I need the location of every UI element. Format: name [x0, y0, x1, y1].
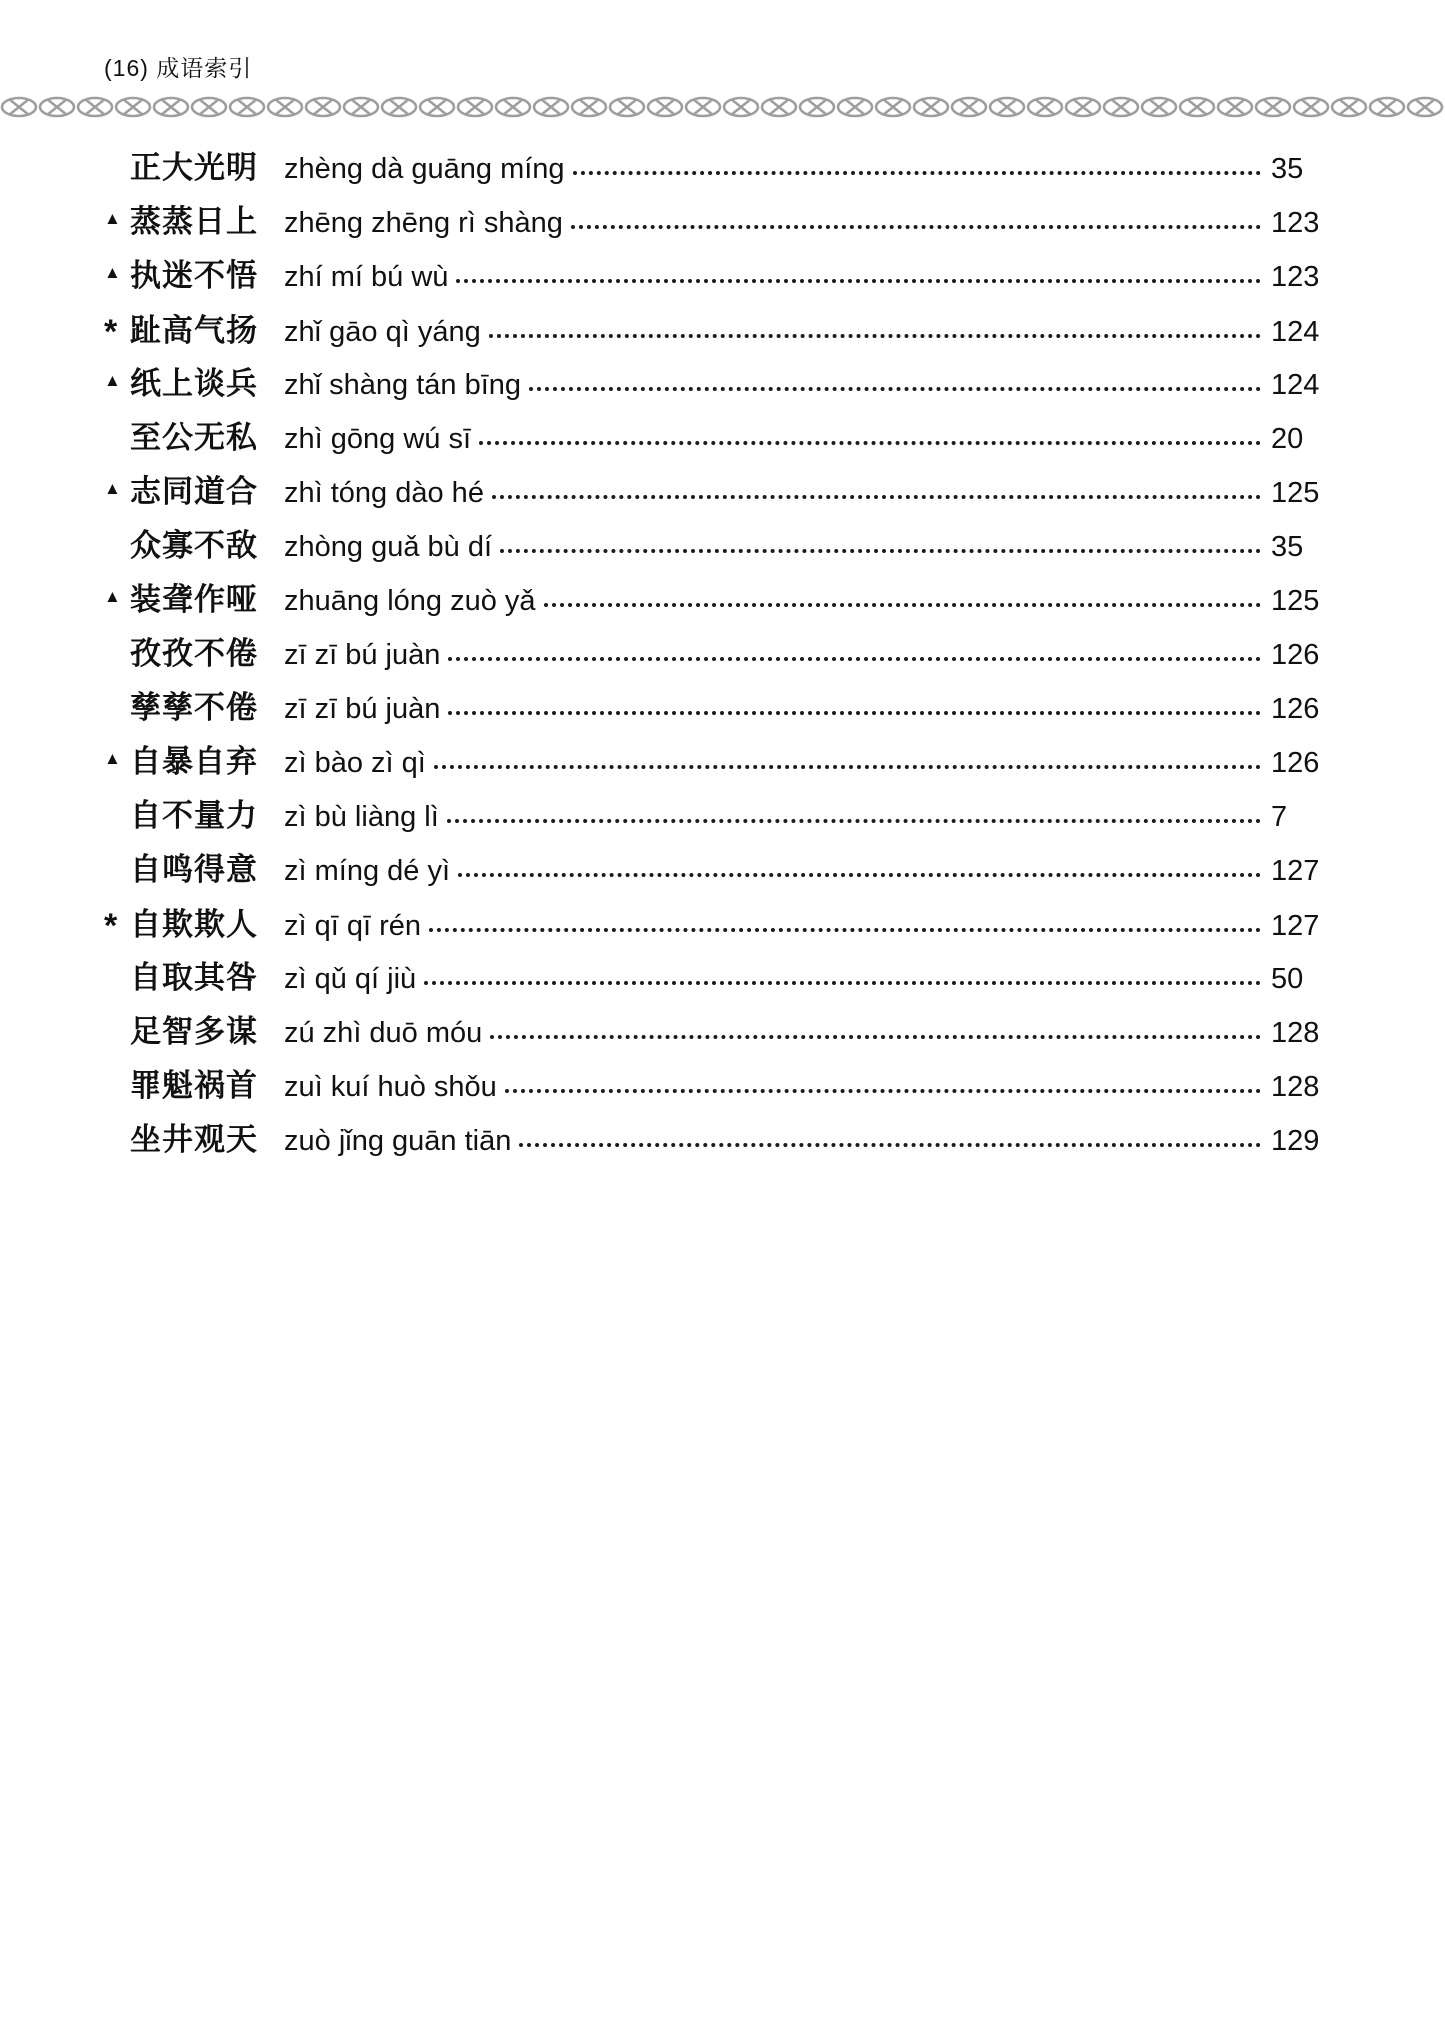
entry-pinyin: zhòng guǎ bù dí: [284, 531, 493, 563]
dot-leader: [434, 765, 1261, 769]
index-entry-row: [104, 411, 1341, 465]
dot-leader: [529, 387, 1261, 391]
entry-hanzi: 趾高气扬: [130, 313, 258, 349]
entry-hanzi: 执迷不悟: [130, 258, 258, 294]
entry-pinyin: zì bù liàng lì: [284, 801, 439, 833]
entry-page-number: 126: [1271, 693, 1320, 725]
entry-hanzi: 孳孳不倦: [130, 690, 258, 726]
dot-leader: [447, 819, 1261, 823]
entry-hanzi: 罪魁祸首: [130, 1068, 258, 1104]
entry-marker: ▲: [104, 371, 121, 390]
entry-page-number: 50: [1271, 963, 1304, 995]
dot-leader: [519, 1143, 1261, 1147]
entry-marker: *: [104, 313, 118, 351]
entry-pinyin: zhì gōng wú sī: [284, 423, 471, 455]
entry-page-number: 125: [1271, 585, 1320, 617]
entry-page-number: 128: [1271, 1017, 1320, 1049]
idiom-index-list: [104, 141, 1341, 1167]
entry-pinyin: zhí mí bú wù: [284, 261, 449, 293]
entry-page-number: 128: [1271, 1071, 1320, 1103]
entry-hanzi: 自不量力: [130, 798, 258, 834]
entry-pinyin: zī zī bú juàn: [284, 639, 441, 671]
dot-leader: [571, 225, 1261, 229]
entry-page-number: 20: [1271, 423, 1304, 455]
dot-leader: [544, 603, 1261, 607]
entry-hanzi: 自暴自弃: [130, 744, 258, 780]
entry-hanzi: 志同道合: [130, 474, 258, 510]
dot-leader: [573, 171, 1261, 175]
dot-leader: [500, 549, 1261, 553]
entry-page-number: 7: [1271, 801, 1288, 833]
index-entry-row: [104, 951, 1341, 1005]
dot-leader: [479, 441, 1261, 445]
entry-hanzi: 孜孜不倦: [130, 636, 258, 672]
entry-page-number: 35: [1271, 153, 1304, 185]
index-entry-row: [104, 681, 1341, 735]
index-entry-row: [104, 465, 1341, 519]
entry-marker: ▲: [104, 209, 121, 228]
index-entry-row: [104, 195, 1341, 249]
entry-hanzi: 装聋作哑: [130, 582, 258, 618]
entry-page-number: 123: [1271, 207, 1320, 239]
index-entry-row: [104, 141, 1341, 195]
dot-leader: [505, 1089, 1261, 1093]
entry-pinyin: zhuāng lóng zuò yǎ: [284, 585, 536, 617]
entry-hanzi: 纸上谈兵: [130, 366, 258, 402]
dot-leader: [458, 873, 1261, 877]
entry-hanzi: 众寡不敌: [130, 528, 258, 564]
entry-pinyin: zhèng dà guāng míng: [284, 153, 565, 185]
entry-pinyin: zú zhì duō móu: [284, 1017, 483, 1049]
index-entry-row: [104, 303, 1341, 357]
entry-page-number: 129: [1271, 1125, 1320, 1157]
entry-hanzi: 足智多谋: [130, 1014, 258, 1050]
entry-hanzi: 正大光明: [130, 150, 258, 186]
index-entry-row: [104, 1005, 1341, 1059]
index-entry-row: [104, 1059, 1341, 1113]
entry-hanzi: 蒸蒸日上: [130, 204, 258, 240]
entry-page-number: 125: [1271, 477, 1320, 509]
entry-marker: *: [104, 907, 118, 945]
entry-marker: ▲: [104, 749, 121, 768]
entry-hanzi: 自鸣得意: [130, 852, 258, 888]
dot-leader: [489, 334, 1261, 338]
entry-page-number: 124: [1271, 369, 1320, 401]
index-entry-row: [104, 897, 1341, 951]
entry-page-number: 127: [1271, 855, 1320, 887]
entry-marker: ▲: [104, 587, 121, 606]
entry-pinyin: zì míng dé yì: [284, 855, 451, 887]
entry-marker: ▲: [104, 479, 121, 498]
dot-leader: [448, 711, 1261, 715]
entry-pinyin: zuì kuí huò shǒu: [284, 1071, 497, 1103]
entry-hanzi: 自欺欺人: [130, 907, 258, 943]
entry-pinyin: zì qǔ qí jiù: [284, 963, 417, 995]
dot-leader: [424, 981, 1261, 985]
entry-page-number: 123: [1271, 261, 1320, 293]
entry-page-number: 35: [1271, 531, 1304, 563]
entry-page-number: 127: [1271, 910, 1320, 942]
index-entry-row: [104, 1113, 1341, 1167]
entry-hanzi: 至公无私: [130, 420, 258, 456]
index-entry-row: [104, 357, 1341, 411]
entry-pinyin: zī zī bú juàn: [284, 693, 441, 725]
entry-page-number: 126: [1271, 639, 1320, 671]
entry-marker: ▲: [104, 263, 121, 282]
dot-leader: [456, 279, 1261, 283]
entry-pinyin: zì bào zì qì: [284, 747, 426, 779]
header-label: (16) 成语索引: [104, 55, 253, 81]
entry-hanzi: 坐井观天: [130, 1122, 258, 1158]
dot-leader: [448, 657, 1261, 661]
index-entry-row: [104, 519, 1341, 573]
entry-page-number: 126: [1271, 747, 1320, 779]
entry-pinyin: zhǐ gāo qì yáng: [284, 316, 481, 348]
index-entry-row: [104, 249, 1341, 303]
entry-page-number: 124: [1271, 316, 1320, 348]
entry-pinyin: zì qī qī rén: [284, 910, 422, 942]
entry-pinyin: zhǐ shàng tán bīng: [284, 369, 522, 401]
entry-pinyin: zhì tóng dào hé: [284, 477, 484, 509]
index-entry-row: [104, 627, 1341, 681]
entry-pinyin: zhēng zhēng rì shàng: [284, 207, 563, 239]
entry-hanzi: 自取其咎: [130, 960, 258, 996]
index-entry-row: [104, 573, 1341, 627]
index-entry-row: [104, 789, 1341, 843]
index-entry-row: [104, 735, 1341, 789]
entry-pinyin: zuò jǐng guān tiān: [284, 1125, 512, 1157]
decorative-chain-border: [0, 95, 1445, 119]
index-entry-row: [104, 843, 1341, 897]
dot-leader: [490, 1035, 1261, 1039]
dot-leader: [492, 495, 1261, 499]
page-header: [0, 0, 1445, 83]
dot-leader: [429, 928, 1261, 932]
